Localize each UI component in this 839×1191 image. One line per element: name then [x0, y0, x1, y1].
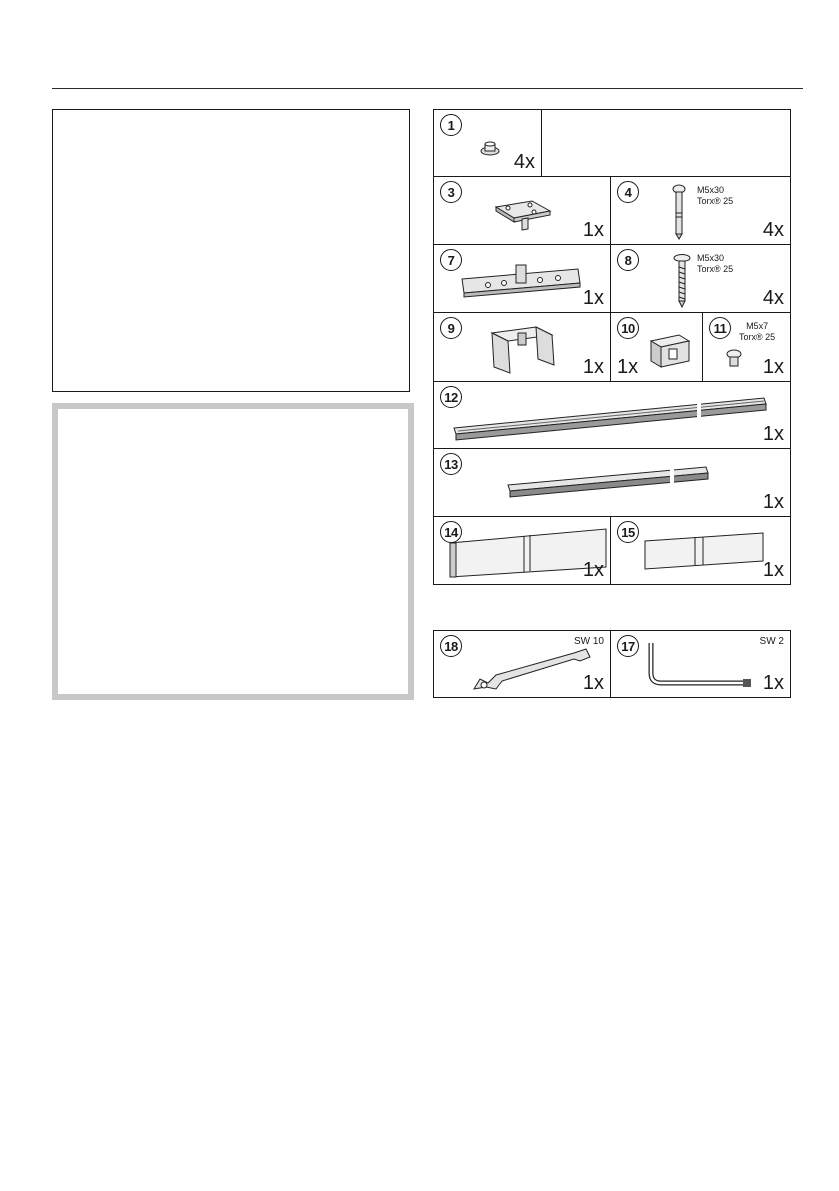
tool-cell-18	[433, 630, 611, 698]
part-cell-1	[433, 109, 542, 177]
empty-text-box	[52, 109, 410, 392]
part-number: 7	[440, 249, 462, 271]
wrench-icon	[470, 645, 594, 693]
part-quantity: 1x	[582, 356, 604, 378]
short-screw-icon	[725, 349, 743, 369]
screw-icon	[671, 183, 687, 243]
part-number: 12	[440, 386, 462, 408]
part-quantity: 1x	[762, 423, 784, 445]
part-cell-10	[610, 312, 703, 382]
part-cell-14	[433, 516, 611, 585]
part-number: 9	[440, 317, 462, 339]
part-number: 14	[440, 521, 462, 543]
part-spec-drive: Torx® 25	[697, 264, 734, 274]
part-number: 18	[440, 635, 462, 657]
part-number: 3	[440, 181, 462, 203]
nut-icon	[478, 140, 506, 158]
part-quantity: 1x	[762, 491, 784, 513]
short-rail-icon	[506, 461, 712, 501]
part-cell-13	[433, 448, 791, 517]
allen-key-icon	[647, 639, 757, 687]
part-spec-size: M5x30	[697, 185, 725, 195]
part-spec-drive: Torx® 25	[697, 196, 734, 206]
part-cell-15	[610, 516, 791, 585]
part-cell-8	[610, 244, 791, 313]
blank-cell	[541, 109, 791, 177]
part-spec-size: M5x30	[697, 253, 725, 263]
part-cell-12	[433, 381, 791, 449]
part-cell-4	[610, 176, 791, 245]
tool-cell-17	[610, 630, 791, 698]
part-cell-7	[433, 244, 611, 313]
part-quantity: 1x	[582, 672, 604, 694]
part-number: 11	[709, 317, 731, 339]
mounting-rail-icon	[460, 261, 584, 301]
part-number: 15	[617, 521, 639, 543]
part-quantity: 1x	[762, 356, 784, 378]
part-quantity: 1x	[582, 287, 604, 309]
part-number: 4	[617, 181, 639, 203]
part-quantity: 4x	[762, 287, 784, 309]
part-quantity: 1x	[582, 219, 604, 241]
grey-note-box	[52, 403, 414, 700]
part-quantity: 4x	[513, 151, 535, 173]
part-number: 17	[617, 635, 639, 657]
mounting-plate-icon	[492, 193, 554, 233]
part-quantity: 1x	[582, 559, 604, 581]
part-quantity: 4x	[762, 219, 784, 241]
bracket-icon	[486, 319, 562, 377]
cover-strip-icon	[643, 531, 767, 571]
part-quantity: 1x	[617, 356, 639, 378]
part-number: 10	[617, 317, 639, 339]
part-quantity: 1x	[762, 559, 784, 581]
part-cell-11	[702, 312, 791, 382]
part-spec-size: M5x7	[746, 321, 769, 331]
clip-icon	[645, 331, 693, 371]
part-number: 8	[617, 249, 639, 271]
part-quantity: 1x	[762, 672, 784, 694]
part-cell-3	[433, 176, 611, 245]
wood-screw-icon	[673, 253, 691, 311]
tool-spec: SW 10	[573, 636, 604, 647]
header-rule	[52, 88, 803, 89]
part-cell-9	[433, 312, 611, 382]
long-rail-icon	[452, 390, 770, 442]
part-number: 13	[440, 453, 462, 475]
part-number: 1	[440, 114, 462, 136]
tool-spec: SW 2	[759, 636, 784, 647]
part-spec-drive: Torx® 25	[739, 332, 776, 342]
